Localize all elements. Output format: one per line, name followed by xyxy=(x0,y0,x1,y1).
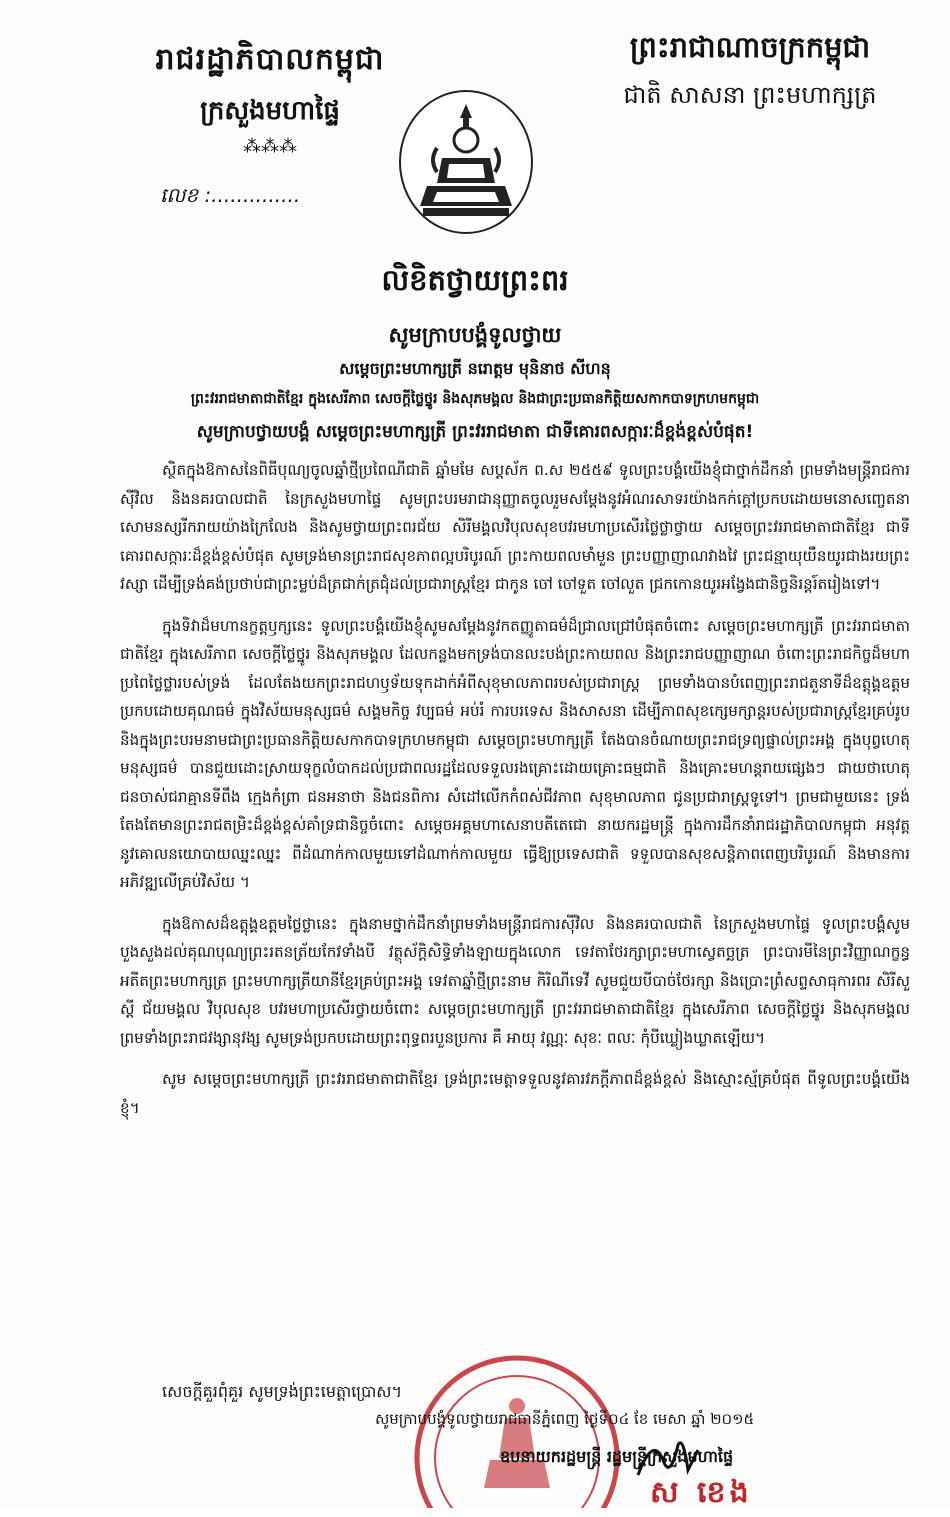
reference-number: លេខ :.............. xyxy=(160,183,301,207)
closing-line: សេចក្តីគួរពុំគួរ សូមទ្រង់ព្រះមេត្តាប្រោស។ xyxy=(162,1382,403,1401)
salutation-line-3: ព្រះវររាជមាតាជាតិខ្មែរ ក្នុងសេរីភាព សេចក្តីថ្លៃថ្នូរ និងសុភមង្គល និងជាព្រះប្រធានកិត្តិយសកាកបាទក្រហមកម្ពុជា xyxy=(190,391,760,407)
body-paragraph-2: ក្នុងទិវាដ៏មហានក្ខត្តឫក្សនេះ ទូលព្រះបង្គំយើងខ្ញុំសូមសម្តែងនូវកតញ្ញូតាធម៌ដ៏ជ្រាលជ្រៅបំផុតចំពោះ សម្តេចព្រះមហាក្សត្រី ព្រះវររាជមាតាជាតិខ្មែរ ក្នុងសេរីភាព សេចក្តីថ្លៃថ្នូរ និងសុភមង្គល ដែលកន្លងមកទ្រង់បានលះបង់ព្រះកាយពល និងព្រះរាជបញ្ញាញាណ ចំពោះព្រះរាជកិច្ចដ៏មហាប្រពៃថ្លៃថ្លារបស់ទ្រង់ ដែលតែងយកព្រះរាជហឫទ័យទុកដាក់អំពីសុខុមាលភាពរបស់ប្រជារាស្ត្រ ព្រមទាំងបានបំពេញព្រះរាជតួនាទីដ៏ឧត្តុង្គឧត្តម ប្រកបដោយគុណធម៌ ក្នុងវិស័យមនុស្សធម៌ សង្គមកិច្ច វប្បធម៌ អប់រំ ការបរទេស និងសាសនា ដើម្បីភាពសុខក្សេមក្សាន្តរបស់ប្រជារាស្ត្រខ្មែរគ្រប់រូប និងក្នុងព្រះបរមនាមជាព្រះប្រធានកិត្តិយសកាកបាទក្រហមកម្ពុជា សម្តេចព្រះមហាក្សត្រី តែងបានចំណាយព្រះរាជទ្រព្យផ្ទាល់ព្រះអង្គ ក្នុងបុព្វហេតុមនុស្សធម៌ បានជួយដោះស្រាយទុក្ខលំបាកដល់ប្រជាពលរដ្ឋដែលទទួលរងគ្រោះដោយគ្រោះធម្មជាតិ និងគ្រោះមហន្តរាយផ្សេងៗ ជាយថាហេតុ ជនចាស់ជរាគ្មានទីពឹង ក្មេងកំព្រា ជនអនាថា និងជនពិការ សំដៅលើកកំពស់ជីវភាព សុខុមាលភាព ជូនប្រជារាស្ត្រទូទៅ។ ព្រមជាមួយនេះ ទ្រង់តែងតែមានព្រះរាជតម្រិះដ៏ខ្ពង់ខ្ពស់គាំទ្រជានិច្ចចំពោះ សម្តេចអគ្គមហាសេនាបតីតេជោ នាយករដ្ឋមន្ត្រី ក្នុងការដឹកនាំរាជរដ្ឋាភិបាលកម្ពុជា អនុវត្តនូវគោលនយោបាយឈ្នះឈ្នះ ពីដំណាក់កាលមួយទៅដំណាក់កាលមួយ ធ្វើឱ្យប្រទេសជាតិ ទទួលបានសុខសន្តិភាពពេញបរិបូរណ៍ និងមានការអភិវឌ្ឍលើគ្រប់វិស័យ ។ xyxy=(120,616,910,891)
letter-body xyxy=(120,456,910,1135)
signer-title: ឧបនាយករដ្ឋមន្ត្រី រដ្ឋមន្ត្រីក្រសួងមហាផ្ទៃ xyxy=(500,1447,734,1466)
kingdom-name: ព្រះរាជាណាចក្រកម្ពុជា xyxy=(629,30,871,64)
document-title: លិខិតថ្វាយព្រះពរ xyxy=(381,263,569,297)
national-motto: ជាតិ សាសនា ព្រះមហាក្សត្រ xyxy=(623,81,877,109)
salutation-line-4: សូមក្រាបថ្វាយបង្គំ សម្តេចព្រះមហាក្សត្រី ព្រះវររាជមាតា ជាទីគោរពសក្ការៈដ៏ខ្ពង់ខ្ពស់បំផុត! xyxy=(196,422,754,442)
salutation-line-2: សម្តេចព្រះមហាក្សត្រី នរោត្តម មុនិនាថ សីហនុ xyxy=(339,359,611,378)
kingdom-header xyxy=(590,30,910,115)
signer-name: ស ខេង xyxy=(650,1475,753,1510)
ornament-divider: ⁂⁂⁂ xyxy=(243,136,297,157)
body-paragraph-3: ក្នុងឱកាសដ៏ឧត្តុង្គឧត្តមថ្លៃថ្លានេះ ក្នុងនាមថ្នាក់ដឹកនាំព្រមទាំងមន្ត្រីរាជការស៊ីវិល និងនគរបាលជាតិ នៃក្រសួងមហាផ្ទៃ ទូលព្រះបង្គំសូមបួងសួងដល់គុណបុណ្យព្រះរតនត្រ័យកែវទាំងបី វត្ថុស័ក្តិសិទ្ធិទាំងឡាយក្នុងលោក ទេវតាថែរក្សាព្រះមហាស្វេតច្ឆត្រ ព្រះបារមីនៃព្រះវិញ្ញាណក្ខន្ធអតីតព្រះមហាក្សត្រ ព្រះមហាក្សត្រីយានីខ្មែរគ្រប់ព្រះអង្គ ទេវតាឆ្នាំថ្មីព្រះនាម កិរិណីទេវី សូមជួយបីបាច់ថែរក្សា និងប្រោះព្រំសព្ទសាធុការពរ សិរីសួស្តី ជ័យមង្គល វិបុលសុខ បវរមហាប្រសើរថ្វាយចំពោះ សម្តេចព្រះមហាក្សត្រី ព្រះវររាជមាតាជាតិខ្មែរ ក្នុងសេរីភាព សេចក្តីថ្លៃថ្នូរ និងសុភមង្គល ព្រមទាំងព្រះរាជវង្សានុវង្ស សូមទ្រង់ប្រកបដោយព្រះពុទ្ធពរបួនប្រការ គឺ អាយុ វណ្ណៈ សុខៈ ពលៈ កុំបីឃ្លៀងឃ្លាតឡើយ។ xyxy=(120,914,910,1047)
body-paragraph-4: សូម សម្តេចព្រះមហាក្សត្រី ព្រះវររាជមាតាជាតិខ្មែរ ទ្រង់ព្រះមេត្តាទទួលនូវគារវភក្តីភាពដ៏ខ្ពង់ខ្ពស់ និងស្មោះស្ម័គ្របំផុត ពីទូលព្រះបង្គំយើងខ្ញុំ។ xyxy=(120,1070,910,1117)
date-line: សូមក្រាបបង្គំទូលថ្វាយរាជធានីភ្នំពេញ ថ្ងៃទី០៤ ខែ មេសា ឆ្នាំ ២០១៥ xyxy=(375,1410,755,1428)
salutation-block xyxy=(40,322,910,446)
salutation-line-1: សូមក្រាបបង្គំទូលថ្វាយ xyxy=(388,323,562,347)
ministry-name: ក្រសួងមហាផ្ទៃ xyxy=(200,96,340,126)
ministry-header xyxy=(120,40,420,157)
body-paragraph-1: ស្ថិតក្នុងឱកាសនៃពិធីបុណ្យចូលឆ្នាំថ្មីប្រពៃណីជាតិ ឆ្នាំមមែ សប្តស័ក ព.ស ២៥៥៩ ទូលព្រះបង្គំយើងខ្ញុំជាថ្នាក់ដឹកនាំ ព្រមទាំងមន្ត្រីរាជការស៊ីវិល និងនគរបាលជាតិ នៃក្រសួងមហាផ្ទៃ សូមព្រះបរមរាជានុញ្ញាតចូលរួមសម្តែងនូវអំណរសាទរយ៉ាងកក់ក្តៅប្រកបដោយមនោសញ្ចេតនាសោមនស្សរីករាយយ៉ាងក្រៃលែង និងសូមថ្វាយព្រះពរជ័យ សិរីមង្គលវិបុលសុខបវរមហាប្រសើរថ្លៃថ្លាថ្វាយ សម្តេចព្រះវររាជមាតាជាតិខ្មែរ ជាទីគោរពសក្ការៈដ៏ខ្ពង់ខ្ពស់បំផុត សូមទ្រង់មានព្រះរាជសុខភាពល្អបរិបូរណ៍ ព្រះកាយពលមាំមួន ព្រះបញ្ញាញាណវាងវៃ ព្រះជន្មាយុយឺនយូរជាងរយព្រះវស្សា ដើម្បីទ្រង់គង់ប្រថាប់ជាព្រះម្លប់ដ៏ត្រជាក់ត្រជុំដល់ប្រជារាស្ត្រខ្មែរ ជាកូន ចៅ ចៅទួត ចៅលួត ជ្រកកោនយូរអង្វែងជានិច្ចនិរន្តរ៍តរៀងទៅ។ xyxy=(120,461,910,593)
government-name: រាជរដ្ឋាភិបាលកម្ពុជា xyxy=(155,42,385,77)
royal-emblem-icon xyxy=(397,88,535,236)
